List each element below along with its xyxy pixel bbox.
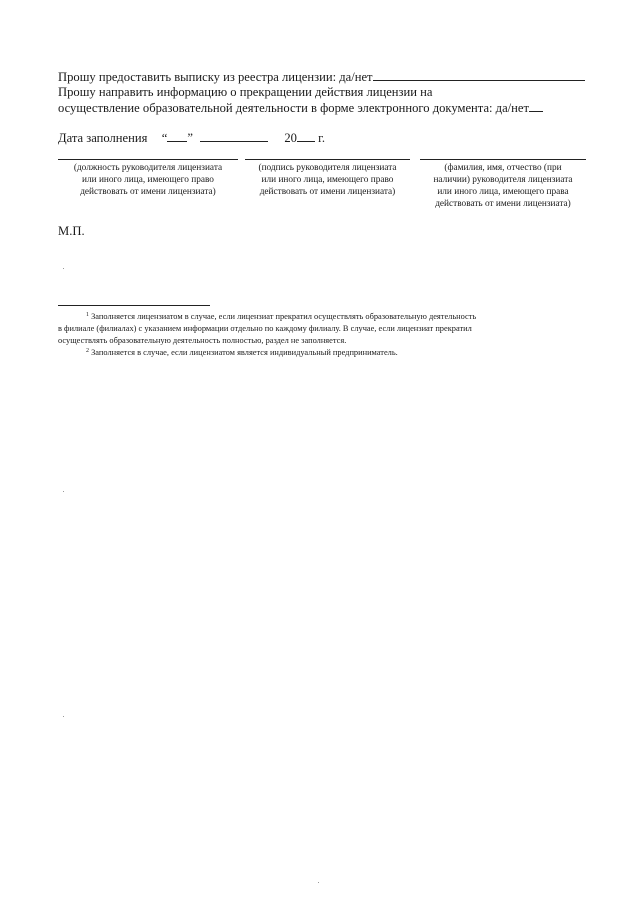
footnote-1-line-3: осуществлять образовательную деятельность полностью, раздел не заполняется. <box>58 336 347 345</box>
footnote-1-mark: 1 <box>86 312 89 318</box>
extract-request-line <box>58 69 585 84</box>
date-close-quote: ” <box>187 131 193 145</box>
scan-speck <box>318 882 319 883</box>
date-open-quote: “ <box>161 131 168 145</box>
date-line <box>58 130 325 145</box>
signature-caption-line: действовать от имени лицензиата) <box>259 187 396 197</box>
position-caption-line: действовать от имени лицензиата) <box>80 187 216 197</box>
footnote-2-line-1 <box>86 347 398 358</box>
scan-speck <box>63 491 64 492</box>
notify-request-text: осуществление образовательной деятельности в форме электронного документа: да/нет <box>58 101 530 115</box>
notify-request-line-1: Прошу направить информацию о прекращении действия лицензии на <box>58 85 433 99</box>
footnote-2-mark: 2 <box>86 348 89 354</box>
scan-speck <box>63 268 64 269</box>
position-signature-field[interactable] <box>58 159 238 198</box>
date-day-field[interactable] <box>167 130 187 142</box>
full-name-caption-line: (фамилия, имя, отчество (при <box>444 163 562 173</box>
full-name-caption-line: или иного лица, имеющего права <box>437 187 569 197</box>
date-year-field[interactable] <box>297 130 315 142</box>
notify-answer-field[interactable] <box>529 100 543 112</box>
extract-answer-field[interactable] <box>373 69 585 81</box>
footnote-1-text: Заполняется лицензиатом в случае, если лицензиат прекратил осуществлять образовательную деятельность <box>91 312 477 321</box>
footnote-2-text: Заполняется в случае, если лицензиатом является индивидуальный предприниматель. <box>91 348 398 357</box>
footnote-1-line-1 <box>86 311 476 322</box>
full-name-caption-line: действовать от имени лицензиата) <box>435 199 571 209</box>
full-name-field[interactable] <box>420 159 586 210</box>
signature-field[interactable] <box>245 159 410 198</box>
signature-caption-line: (подпись руководителя лицензиата <box>258 163 397 173</box>
date-year-prefix: 20 <box>284 131 297 145</box>
date-year-suffix: г. <box>318 131 326 145</box>
scan-speck <box>63 716 64 717</box>
notify-request-line-2 <box>58 100 543 115</box>
signature-caption-line: или иного лица, имеющего право <box>261 175 394 185</box>
stamp-label: М.П. <box>58 224 85 238</box>
date-label: Дата заполнения <box>58 131 148 145</box>
footnote-divider <box>58 305 210 306</box>
footnote-1-line-2: в филиале (филиалах) с указанием информации отдельно по каждому филиалу. В случае, если лицензиат прекратил <box>58 324 472 333</box>
position-caption-line: (должность руководителя лицензиата <box>73 163 223 173</box>
date-month-field[interactable] <box>200 130 268 142</box>
full-name-caption-line: наличии) руководителя лицензиата <box>433 175 573 185</box>
extract-request-text: Прошу предоставить выписку из реестра лицензии: да/нет <box>58 70 373 84</box>
position-caption-line: или иного лица, имеющего право <box>82 175 214 185</box>
